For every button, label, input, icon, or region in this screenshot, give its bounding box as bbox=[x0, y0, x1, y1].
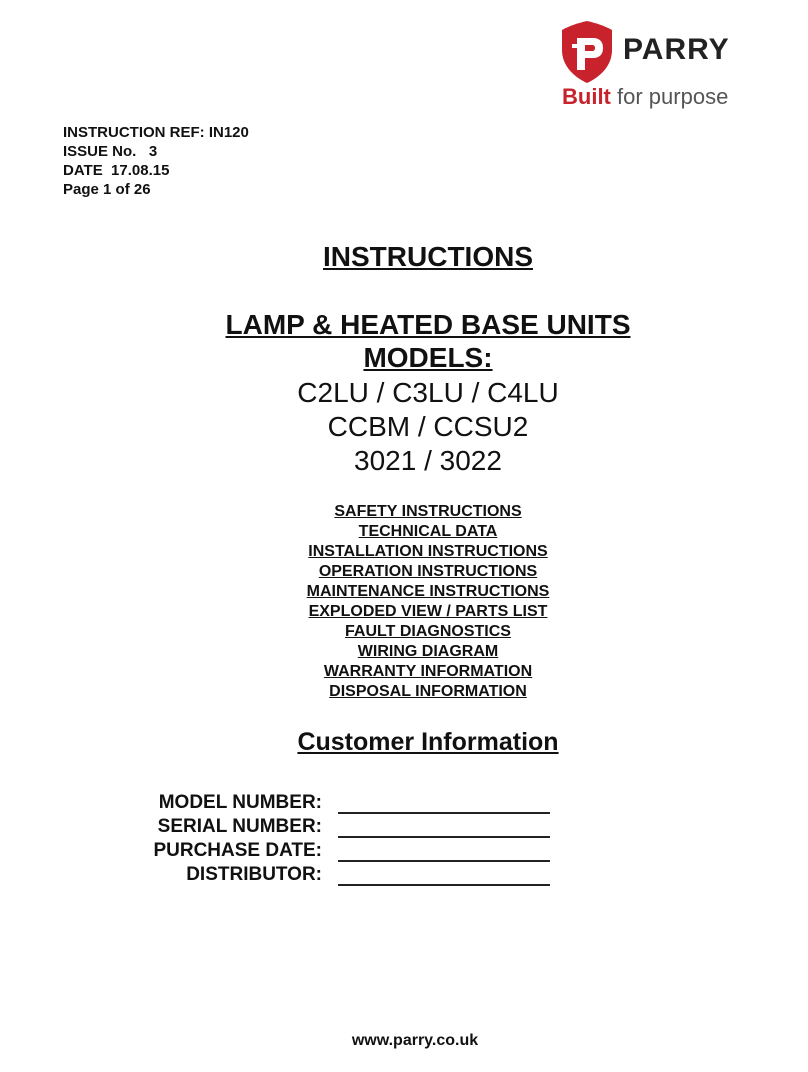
contents-list bbox=[0, 502, 808, 702]
serial-number-field[interactable] bbox=[338, 820, 550, 838]
form-row bbox=[100, 838, 550, 862]
model-number-label: MODEL NUMBER: bbox=[158, 792, 322, 813]
brand-name: PARRY bbox=[623, 33, 730, 66]
model-number-field[interactable] bbox=[338, 796, 550, 814]
issue-date: DATE 17.08.15 bbox=[63, 162, 170, 179]
product-subtitle: LAMP & HEATED BASE UNITS bbox=[225, 309, 631, 340]
contents-item: TECHNICAL DATA bbox=[358, 523, 498, 540]
contents-item: MAINTENANCE INSTRUCTIONS bbox=[306, 583, 550, 600]
distributor-label: DISTRIBUTOR: bbox=[186, 864, 322, 885]
purchase-date-label: PURCHASE DATE: bbox=[153, 840, 322, 861]
models-heading: MODELS: bbox=[363, 342, 493, 373]
purchase-date-field[interactable] bbox=[338, 844, 550, 862]
footer-url[interactable]: www.parry.co.uk bbox=[351, 1032, 479, 1049]
form-row bbox=[100, 814, 550, 838]
brand-tagline bbox=[562, 84, 728, 110]
document-reference bbox=[63, 123, 249, 199]
form-row bbox=[100, 790, 550, 814]
contents-item: WARRANTY INFORMATION bbox=[323, 663, 533, 680]
customer-information-heading: Customer Information bbox=[297, 728, 559, 756]
form-row bbox=[100, 862, 550, 886]
contents-item: EXPLODED VIEW / PARTS LIST bbox=[308, 603, 548, 620]
contents-item: SAFETY INSTRUCTIONS bbox=[334, 503, 522, 520]
parry-shield-icon bbox=[560, 20, 614, 84]
parry-logo bbox=[560, 20, 750, 112]
customer-information-form bbox=[100, 790, 550, 886]
serial-number-label: SERIAL NUMBER: bbox=[157, 816, 322, 837]
contents-item: FAULT DIAGNOSTICS bbox=[345, 623, 511, 640]
page-number: Page 1 of 26 bbox=[63, 181, 151, 198]
contents-item: INSTALLATION INSTRUCTIONS bbox=[308, 543, 548, 560]
contents-item: WIRING DIAGRAM bbox=[357, 643, 499, 660]
contents-item: DISPOSAL INFORMATION bbox=[329, 683, 527, 700]
issue-number: ISSUE No. 3 bbox=[63, 143, 158, 160]
tagline-rest: for purpose bbox=[617, 84, 729, 109]
model-line: C2LU / C3LU / C4LU bbox=[297, 377, 559, 408]
contents-item: OPERATION INSTRUCTIONS bbox=[318, 563, 538, 580]
model-line: CCBM / CCSU2 bbox=[327, 411, 529, 442]
distributor-field[interactable] bbox=[338, 868, 550, 886]
tagline-bold: Built bbox=[562, 84, 611, 109]
instruction-ref: INSTRUCTION REF: IN120 bbox=[63, 124, 249, 141]
page-title: INSTRUCTIONS bbox=[323, 241, 533, 272]
model-line: 3021 / 3022 bbox=[354, 445, 502, 476]
